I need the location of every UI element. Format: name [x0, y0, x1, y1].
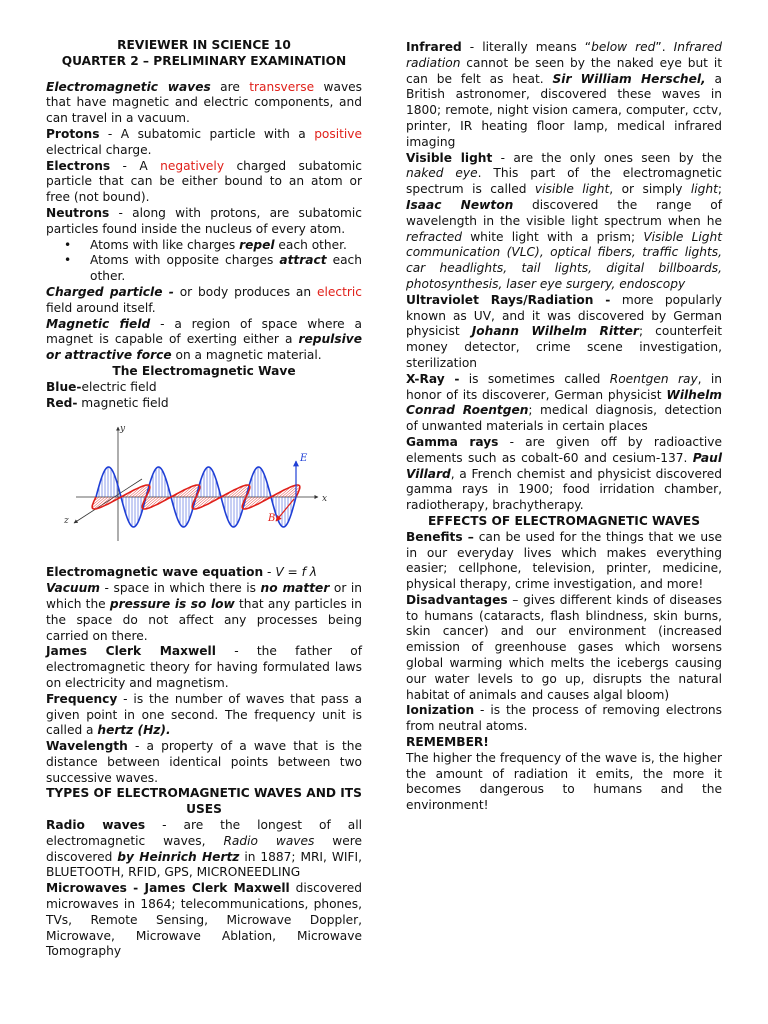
infrared-entry: Infrared - literally means “below red”. Infrared radiation cannot be seen by the naked eye but it can be felt as heat. Sir William Herschel, a British astronomer, discovered these waves in 1800; remote, night vision camera, computer, cctv, printer, IR heating floor lamp, medical infrared imaging	[406, 40, 723, 149]
list-item: • Atoms with like charges repel each other.	[90, 238, 362, 254]
e-vector-label: E	[300, 453, 308, 465]
blue-legend: Blue-electric field	[46, 379, 157, 394]
microwaves-entry: Microwaves - James Clerk Maxwell discovered microwaves in 1864; telecommunications, phones, TVs, Remote Sensing, Microwave Doppler, Microwave, Microwave Ablation, Microwave Tomography	[46, 881, 362, 959]
y-axis-label: y	[120, 424, 126, 435]
charged-particle-definition: Charged particle - or body produces an electric field around itself.	[46, 284, 362, 315]
em-wave-heading: The Electromagnetic Wave	[112, 363, 296, 378]
title-line-2: QUARTER 2 – PRELIMINARY EXAMINATION	[61, 53, 347, 68]
maxwell-definition: James Clerk Maxwell - the father of electromagnetic theory for having formulated laws on electricity and magnetism.	[46, 644, 362, 690]
uv-entry: Ultraviolet Rays/Radiation - more popularly known as UV, and it was discovered by German physicist Johann Wilhelm Ritter; counterfeit money detector, crime scene investigation, sterilization	[406, 292, 723, 370]
benefits-entry: Benefits – can be used for the things that we use in our everyday lives which makes everything easier; cellphone, television, printer, medicine, physical therapy, crime investigation, and more!	[406, 529, 722, 592]
neutrons-definition: Neutrons - along with protons, are subatomic particles found inside the nucleus of every atom.	[46, 205, 362, 236]
frequency-definition: Frequency - is the number of waves that pass a given point in one second. The frequency unit is called a hertz (Hz).	[46, 691, 362, 738]
protons-definition: Protons - A subatomic particle with a positive electrical charge.	[46, 126, 362, 157]
b-vector-label: B	[268, 513, 276, 525]
disadvantages-entry: Disadvantages – gives different kinds of diseases to humans (cataracts, flash blindness, skin burns, skin cancer) and our environment (increased emission of greenhouse gases which worsens global warming which melts the icebergs causing our water levels to go up, disrupts the natural habitat of animals and causes algal bloom)	[406, 592, 722, 702]
em-wave-diagram	[56, 417, 350, 553]
effects-heading: EFFECTS OF ELECTROMAGNETIC WAVES	[427, 513, 701, 528]
charge-bullet-list	[46, 238, 362, 285]
left-column	[46, 38, 362, 960]
list-item: • Atoms with opposite charges attract each other.	[90, 253, 362, 285]
gamma-rays-entry: Gamma rays - are given off by radioactive elements such as cobalt-60 and cesium-137. Paul Villard, a French chemist and physicist discovered gamma rays in 1900; food irridation chamber, radiotherapy, brachytherapy.	[406, 434, 722, 513]
remember-heading: REMEMBER!	[406, 735, 489, 750]
vacuum-definition: Vacuum - space in which there is no matter or in which the pressure is so low that any particles in the space do not affect any processes being carried on there.	[46, 581, 363, 643]
wavelength-definition: Wavelength - a property of a wave that is the distance between identical points between two successive waves.	[46, 739, 362, 785]
visible-light-entry: Visible light - are the only ones seen by the naked eye. This part of the electromagnetic spectrum is called visible light, or simply light; Isaac Newton discovered the range of wavelength in the visible light spectrum when he refracted white light with a prism; Visible Light communication (VLC), optical fibers, traffic lights, car headlights, tail lights, digital billboards, photosynthesis, laser eye surgery, endoscopy	[406, 150, 723, 291]
remember-text: The higher the frequency of the wave is, the higher the amount of radiation it emits, the more it becomes dangerous to humans and the environment!	[406, 750, 722, 813]
types-heading: TYPES OF ELECTROMAGNETIC WAVES AND ITS USES	[46, 786, 362, 817]
wave-equation: Electromagnetic wave equation - V = f λ	[46, 565, 317, 580]
electrons-definition: Electrons - A negatively charged subatomic particle that can be either bound to an atom or free (not bound).	[46, 158, 362, 205]
em-waves-definition: Electromagnetic waves are transverse waves that have magnetic and electric components, and can travel in a vacuum.	[46, 79, 363, 126]
xray-entry: X-Ray - is sometimes called Roentgen ray, in honor of its discoverer, German physicist Wilhelm Conrad Roentgen; medical diagnosis, detection of unwanted materials in certain places	[406, 371, 722, 434]
z-axis-label: z	[64, 516, 69, 527]
right-column	[406, 40, 722, 814]
x-axis-label: x	[322, 494, 328, 505]
red-legend: Red- magnetic field	[46, 395, 169, 410]
ionization-entry: Ionization - is the process of removing electrons from neutral atoms.	[406, 703, 722, 734]
radio-waves-entry: Radio waves - are the longest of all electromagnetic waves, Radio waves were discovered by Heinrich Hertz in 1887; MRI, WIFI, BLUETOOTH, RFID, GPS, MICRONEEDLING	[46, 818, 362, 880]
title-line-1: REVIEWER IN SCIENCE 10	[117, 38, 291, 52]
magnetic-field-definition: Magnetic field - a region of space where a magnet is capable of exerting either a repulsive or attractive force on a magnetic material.	[46, 316, 362, 363]
